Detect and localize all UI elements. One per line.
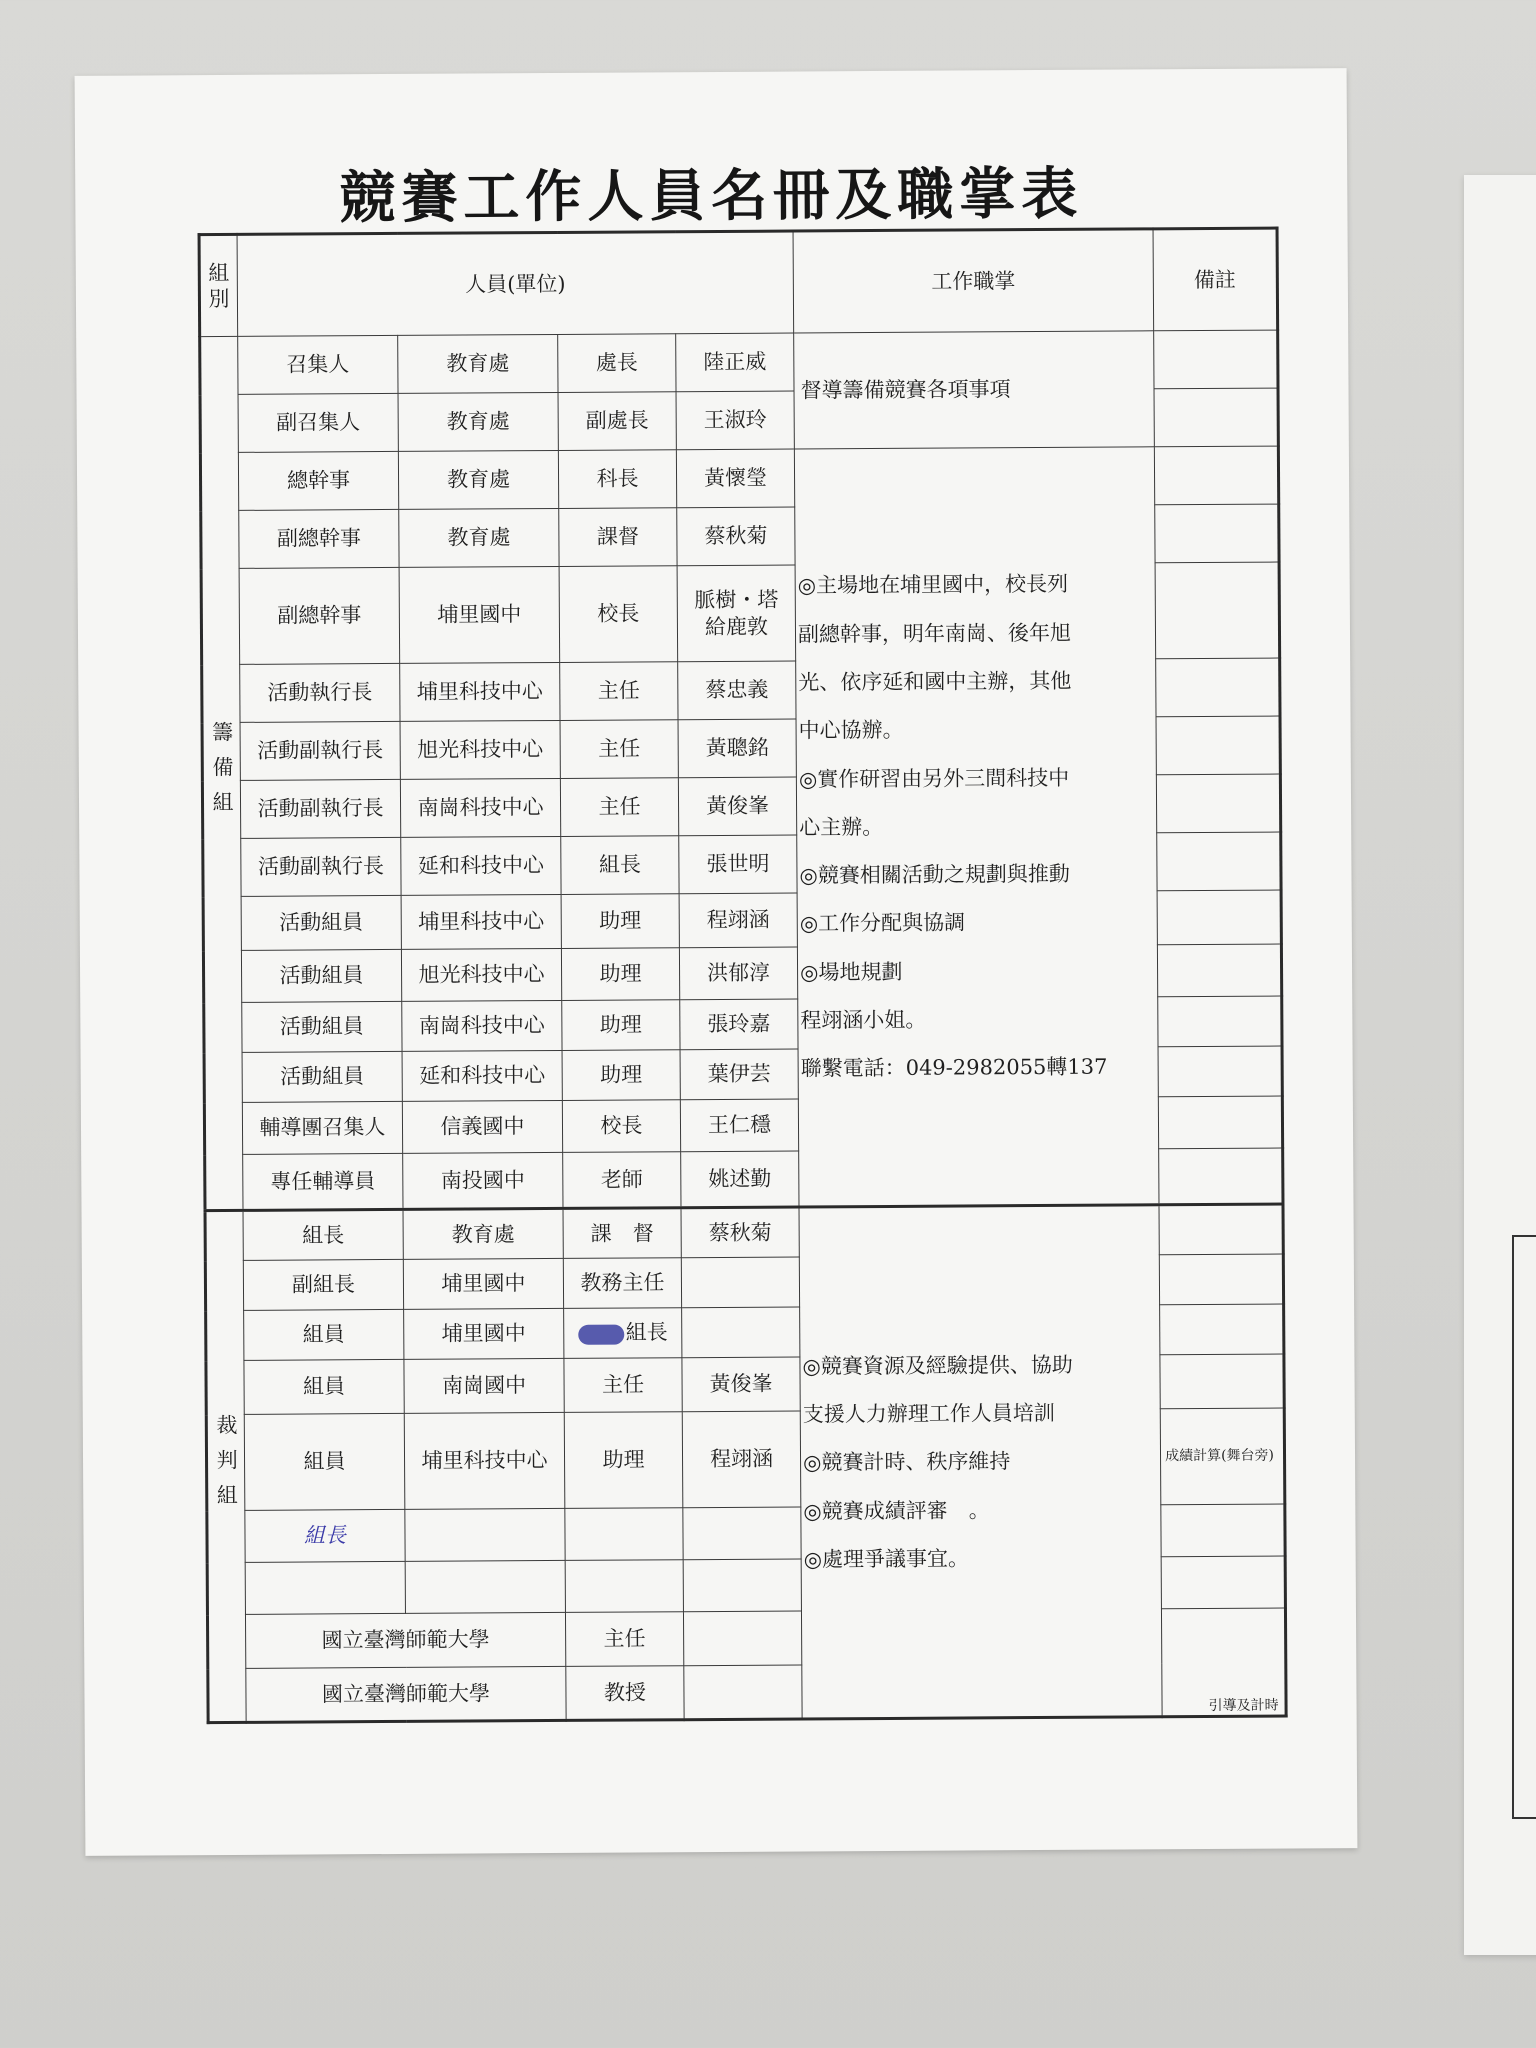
cell-remark	[1159, 1204, 1283, 1255]
cell-title: 主任	[564, 1358, 682, 1413]
cell-title	[565, 1560, 683, 1613]
cell-title: 助理	[562, 1050, 680, 1101]
cell-remark	[1158, 996, 1282, 1047]
cell-unit: 教育處	[398, 392, 558, 451]
remark-score: 成績計算(舞台旁)	[1160, 1408, 1285, 1505]
cell-remark	[1156, 658, 1280, 717]
table-row	[200, 330, 1278, 395]
cell-role: 活動執行長	[240, 663, 400, 722]
cell-name: 黃聰銘	[678, 719, 796, 778]
cell-role: 專任輔導員	[243, 1153, 403, 1210]
cell-remark	[1154, 446, 1278, 505]
adjacent-paper	[1464, 175, 1536, 1955]
cell-role: 組長	[243, 1209, 403, 1260]
cell-title: 主任	[560, 778, 678, 837]
cell-title: 組長	[625, 1320, 668, 1345]
cell-unit: 延和科技中心	[401, 836, 561, 895]
duty-prep-main	[794, 447, 1159, 1207]
cell-unit: 南崗科技中心	[402, 1000, 562, 1051]
duty-line: 光、依序延和國中主辦，其他	[798, 668, 1072, 695]
cell-unit: 教育處	[399, 508, 559, 567]
group-label-judge: 裁判組	[205, 1210, 246, 1722]
cell-unit: 南崗科技中心	[400, 778, 560, 837]
cell-remark	[1158, 1096, 1282, 1149]
cell-role: 副組長	[243, 1259, 403, 1310]
cell-name: 蔡秋菊	[681, 1207, 799, 1258]
cell-title	[565, 1508, 683, 1561]
cell-remark-guide	[1161, 1608, 1286, 1717]
cell-name	[681, 1257, 799, 1308]
cell-role: 活動組員	[242, 1001, 402, 1052]
header-remarks: 備註	[1153, 228, 1278, 331]
cell-title: 教務主任	[563, 1258, 681, 1309]
cell-name	[684, 1665, 802, 1720]
cell-unit: 埔里科技中心	[401, 894, 561, 949]
duty-line: ◎競賽計時、秩序維持	[803, 1449, 1011, 1475]
cell-title: 老師	[563, 1152, 681, 1209]
cell-unit	[405, 1560, 565, 1613]
cell-remark	[1155, 562, 1280, 659]
cell-unit: 埔里國中	[403, 1258, 563, 1309]
cell-unit: 埔里國中	[404, 1308, 564, 1359]
cell-unit: 旭光科技中心	[400, 720, 560, 779]
cell-unit: 教育處	[398, 334, 558, 393]
cell-name: 張玲嘉	[680, 999, 798, 1050]
cell-role: 副總幹事	[239, 509, 399, 568]
duty-line: ◎競賽成績評審 。	[803, 1497, 990, 1524]
cell-name: 葉伊芸	[680, 1049, 798, 1100]
cell-title: 處長	[558, 334, 676, 393]
duty-line: ◎競賽相關活動之規劃與推動	[799, 861, 1070, 888]
cell-name: 程翊涵	[679, 893, 797, 948]
cell-remark	[1159, 1148, 1283, 1205]
cell-name: 黃俊峯	[682, 1357, 800, 1412]
cell-title: 助理	[561, 948, 679, 1001]
cell-role: 組員	[244, 1309, 404, 1360]
duty-line: ◎競賽資源及經驗提供、協助	[802, 1352, 1073, 1379]
cell-unit: 教育處	[398, 450, 558, 509]
cell-role: 總幹事	[238, 451, 398, 510]
cell-remark	[1161, 1504, 1285, 1557]
cell-role: 活動組員	[242, 1051, 402, 1102]
cell-remark	[1160, 1354, 1284, 1409]
cell-name: 蔡忠義	[678, 661, 796, 720]
cell-remark	[1159, 1254, 1283, 1305]
cell-unit: 信義國中	[402, 1100, 562, 1153]
cell-title: 助理	[562, 1000, 680, 1051]
cell-unit: 旭光科技中心	[401, 948, 561, 1001]
cell-remark	[1158, 1046, 1282, 1097]
cell-title: 科長	[558, 450, 676, 509]
cell-role: 組員	[244, 1359, 404, 1414]
header-group: 組別	[199, 234, 238, 336]
cell-title: 組長	[561, 836, 679, 895]
cell-name: 蔡秋菊	[677, 507, 795, 566]
header-row	[199, 228, 1278, 337]
cell-role: 活動組員	[241, 949, 401, 1002]
cell-title: 教授	[566, 1666, 684, 1721]
cell-role	[245, 1561, 405, 1614]
cell-role: 組員	[244, 1413, 405, 1510]
cell-role: 輔導團召集人	[242, 1101, 402, 1154]
duty-line: ◎實作研習由另外三間科技中	[798, 765, 1070, 792]
cell-title: 助理	[561, 894, 679, 949]
duty-line: 心主辦。	[799, 814, 884, 840]
handwritten-role: 組長	[245, 1509, 405, 1562]
cell-unit: 南崗國中	[404, 1358, 564, 1413]
cell-remark	[1154, 388, 1278, 447]
cell-unit	[405, 1508, 565, 1561]
cell-role: 召集人	[238, 335, 398, 394]
duty-judge	[799, 1205, 1162, 1719]
duty-line: ◎工作分配與協調	[799, 910, 966, 936]
duty-line: ◎主場地在埔里國中，校長列	[797, 572, 1069, 598]
cell-name	[683, 1559, 801, 1612]
document-sheet	[75, 68, 1358, 1856]
cell-name: 程翊涵	[682, 1411, 801, 1508]
cell-name: 黃懷瑩	[676, 449, 794, 508]
group-label-prep: 籌備組	[200, 336, 243, 1210]
cell-title: 主任	[560, 720, 678, 779]
header-duties: 工作職掌	[793, 229, 1154, 333]
cell-role: 活動副執行長	[240, 779, 400, 838]
cell-name	[683, 1611, 801, 1666]
cell-unit: 埔里國中	[399, 566, 560, 663]
cell-name: 陸正威	[676, 333, 794, 392]
cell-title: 課 督	[563, 1208, 681, 1259]
cell-remark	[1157, 944, 1281, 997]
table-row	[200, 446, 1278, 511]
header-personnel: 人員(單位)	[237, 231, 794, 336]
cell-name	[682, 1307, 800, 1358]
cell-role: 副總幹事	[239, 567, 400, 664]
cell-title: 助理	[564, 1412, 683, 1509]
duty-line: 中心協辦。	[798, 718, 904, 743]
cell-role: 活動組員	[241, 895, 401, 950]
duty-line: 副總幹事，明年南崗、後年旭	[797, 620, 1072, 647]
cell-unit: 國立臺灣師範大學	[245, 1612, 565, 1668]
cell-title: 主任	[560, 662, 678, 721]
cell-role: 活動副執行長	[240, 721, 400, 780]
roster-table	[198, 227, 1288, 1725]
cell-remark	[1157, 890, 1281, 945]
cell-name: 洪郁淳	[679, 947, 797, 1000]
duty-prep-top: 督導籌備競賽各項事項	[794, 331, 1155, 449]
cell-name	[683, 1507, 801, 1560]
duty-line: 聯繫電話：049-2982055轉137	[800, 1054, 1108, 1081]
duty-line: 程翊涵小姐。	[800, 1007, 927, 1033]
cell-role: 副召集人	[238, 393, 398, 452]
cell-unit: 國立臺灣師範大學	[246, 1666, 566, 1722]
cell-remark	[1156, 716, 1280, 775]
cell-title: 校長	[562, 1100, 680, 1153]
cell-title: 主任	[565, 1612, 683, 1667]
cell-name: 黃俊峯	[678, 777, 796, 836]
cell-unit: 教育處	[403, 1208, 563, 1259]
cell-remark	[1160, 1304, 1284, 1355]
duty-line: ◎場地規劃	[800, 959, 903, 985]
remark-guide: 引導及計時	[1208, 1697, 1279, 1714]
cell-role: 活動副執行長	[241, 837, 401, 896]
cell-remark	[1156, 774, 1280, 833]
cell-remark	[1154, 330, 1278, 389]
cell-title: 副處長	[558, 392, 676, 451]
cell-name: 張世明	[679, 835, 797, 894]
cell-title: 校長	[559, 566, 678, 663]
cell-name: 王仁穩	[680, 1099, 798, 1152]
cell-title: 課督	[559, 508, 677, 567]
page-title: 競賽工作人員名冊及職掌表	[339, 160, 1084, 232]
cell-unit: 埔里科技中心	[404, 1412, 565, 1509]
cell-name: 王淑玲	[676, 391, 794, 450]
cell-unit: 埔里科技中心	[400, 662, 560, 721]
table-row	[205, 1204, 1283, 1261]
duty-line: 支援人力辦理工作人員培訓	[802, 1400, 1055, 1427]
cell-remark	[1157, 832, 1281, 891]
cell-unit: 南投國中	[403, 1152, 563, 1209]
cell-remark	[1155, 504, 1279, 563]
ink-scribble	[578, 1324, 624, 1344]
cell-remark	[1161, 1556, 1285, 1609]
cell-title-handwritten	[564, 1308, 682, 1359]
adjacent-table-fragment	[1512, 1235, 1536, 1819]
cell-name: 脈樹・塔給鹿敦	[677, 565, 796, 662]
cell-unit: 延和科技中心	[402, 1050, 562, 1101]
cell-name: 姚述勤	[681, 1151, 799, 1208]
duty-line: ◎處理爭議事宜。	[803, 1546, 970, 1572]
